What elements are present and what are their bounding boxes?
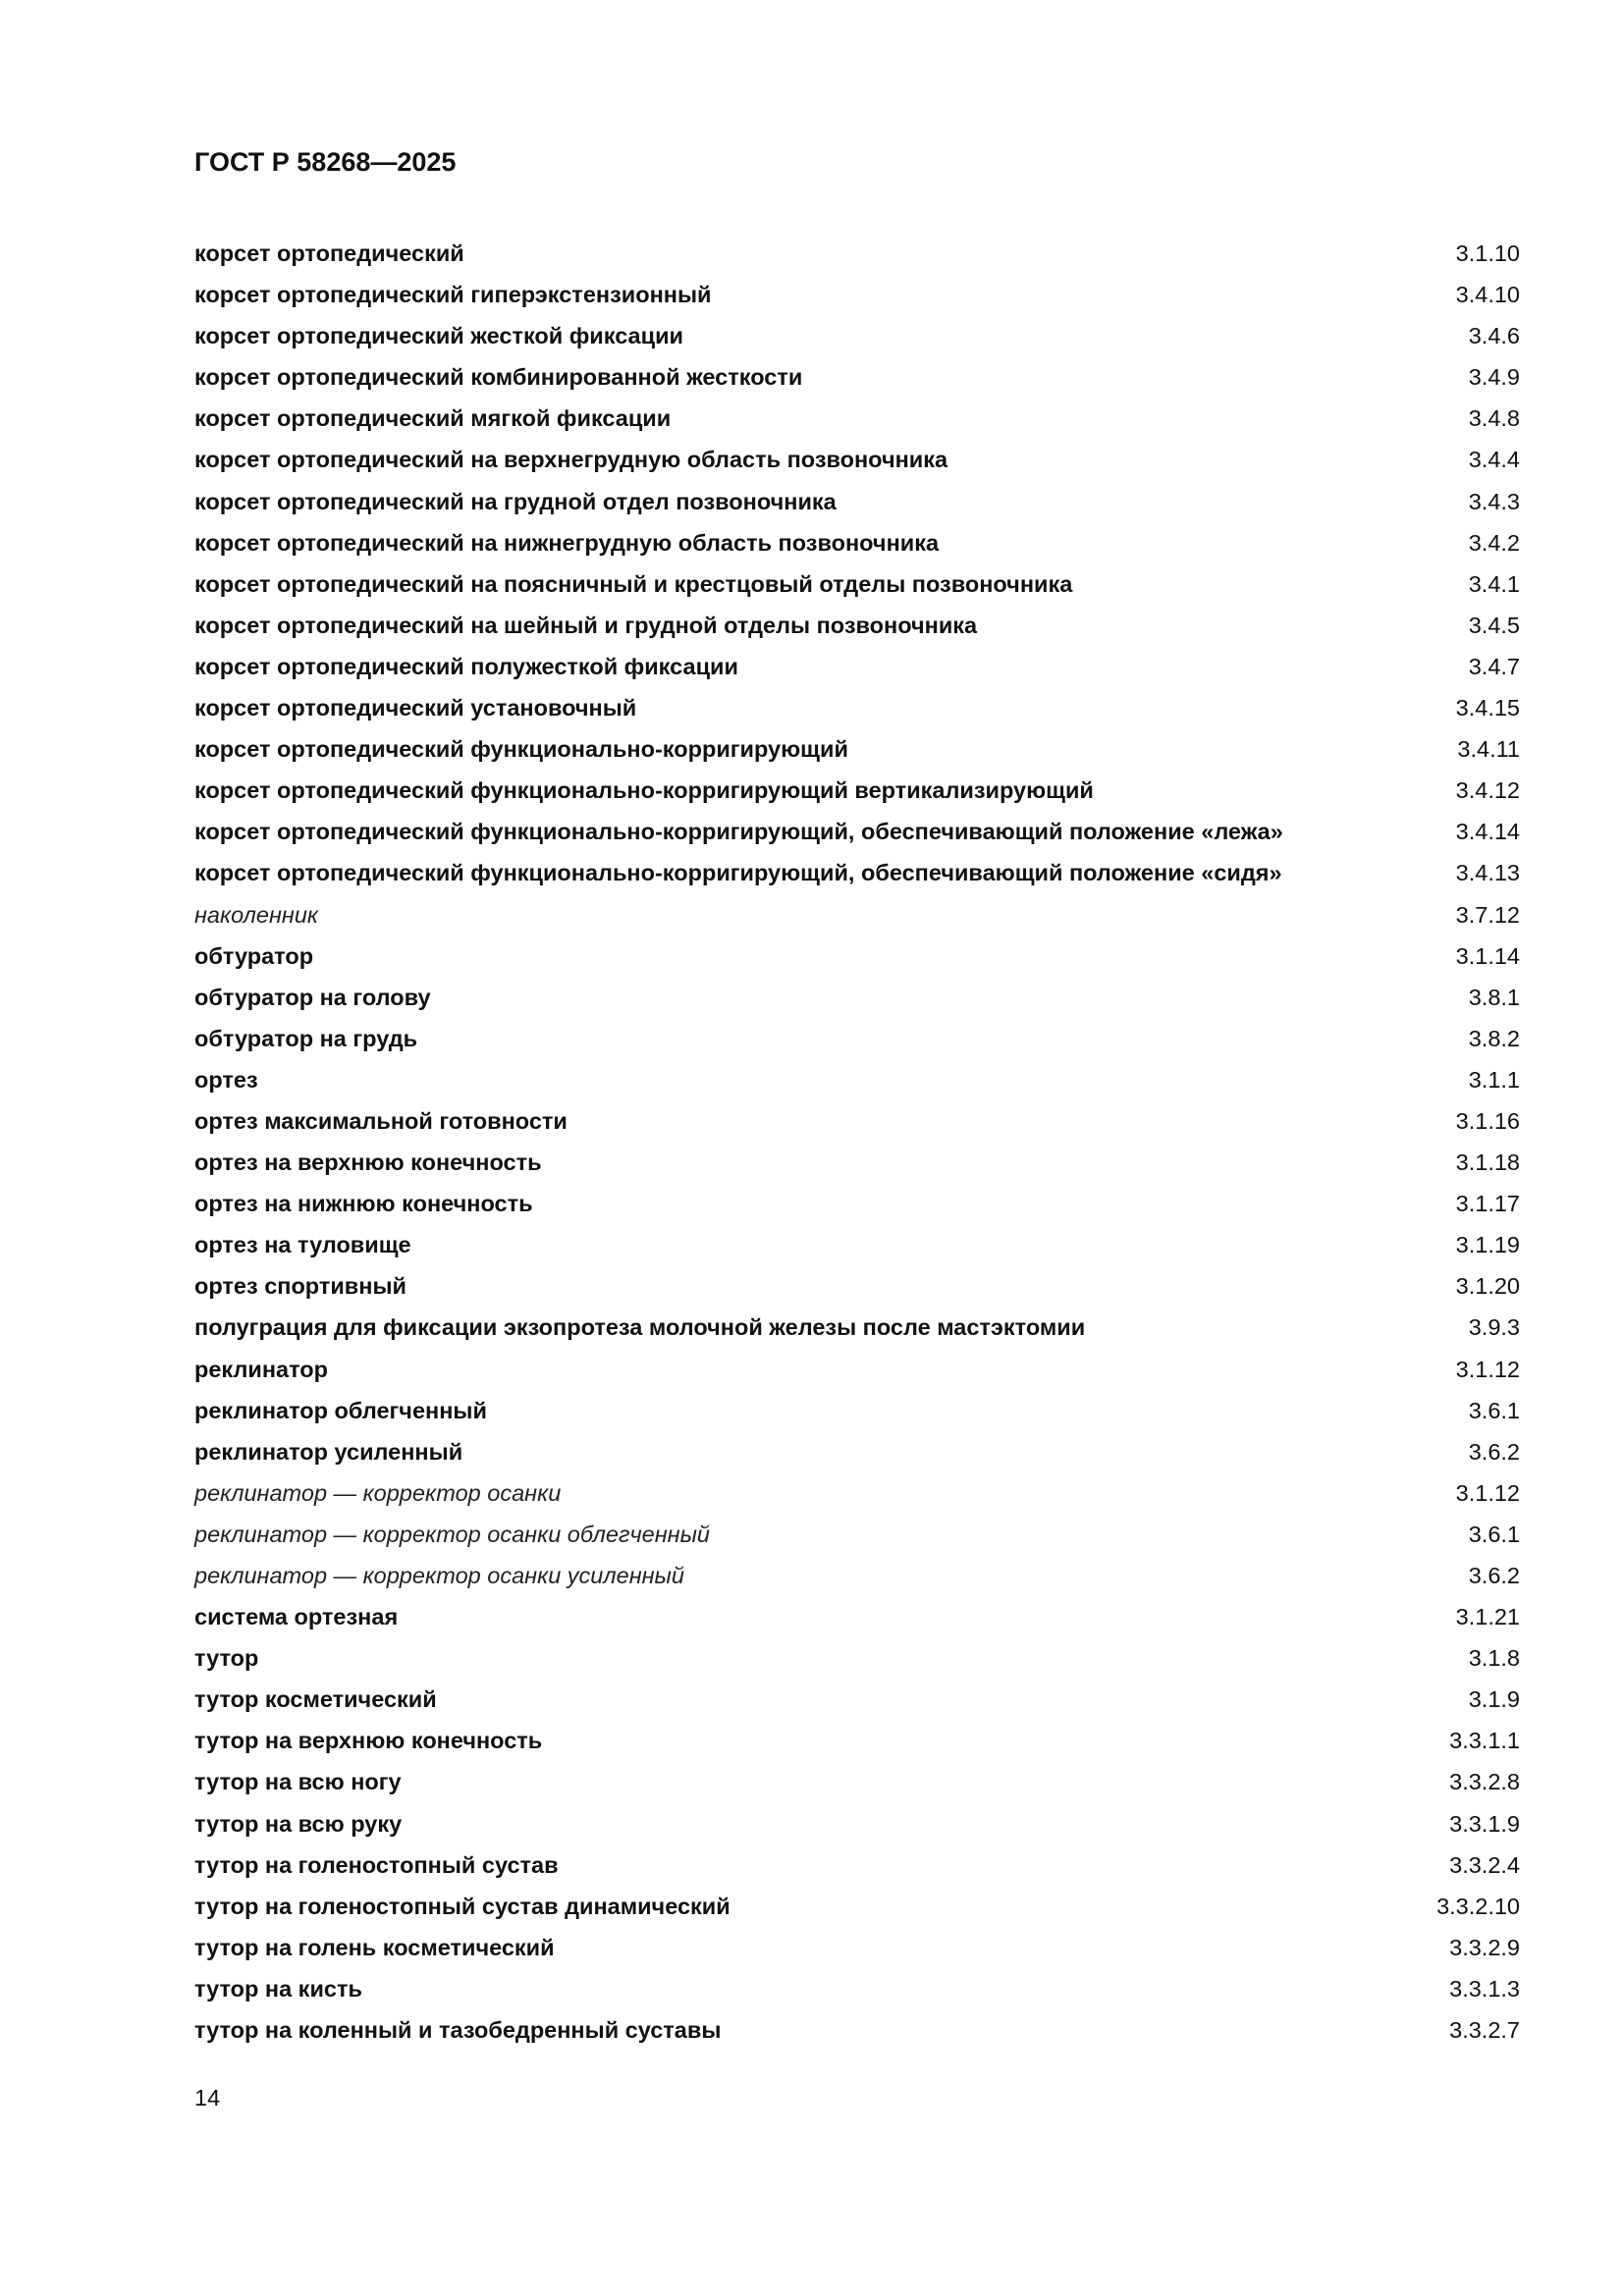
index-reference: 3.3.1.1 [1449, 1728, 1520, 1754]
index-term: корсет ортопедический на шейный и грудной отделы позвоночника [194, 612, 978, 638]
index-reference: 3.4.1 [1468, 570, 1520, 597]
index-term: реклинатор облегченный [194, 1397, 487, 1423]
index-reference: 3.6.1 [1468, 1521, 1520, 1547]
index-reference: 3.1.9 [1468, 1686, 1520, 1713]
index-term: ортез максимальной готовности [194, 1107, 568, 1134]
index-term: корсет ортопедический жесткой фиксации [194, 323, 683, 349]
index-entry [194, 1229, 1520, 1270]
index-reference: 3.1.21 [1455, 1604, 1520, 1630]
index-term: корсет ортопедический на грудной отдел позвоночника [194, 488, 837, 514]
index-term: корсет ортопедический функционально-корригирующий [194, 736, 848, 763]
index-term: ортез на туловище [194, 1232, 411, 1258]
index-reference: 3.1.12 [1455, 1356, 1520, 1382]
index-reference: 3.4.14 [1455, 819, 1520, 845]
index-entry [194, 1601, 1520, 1642]
index-term: корсет ортопедический [194, 240, 464, 266]
index-term: тутор на голеностопный сустав [194, 1851, 559, 1878]
index-entry [194, 733, 1520, 774]
index-term: реклинатор [194, 1356, 329, 1382]
index-entry [194, 527, 1520, 568]
index-entry [194, 1436, 1520, 1477]
index-entry [194, 320, 1520, 361]
index-term: корсет ортопедический функционально-корригирующий, обеспечивающий положение «лежа» [194, 819, 1283, 845]
index-reference: 3.4.9 [1468, 364, 1520, 391]
index-reference: 3.1.1 [1468, 1066, 1520, 1093]
index-term: тутор [194, 1645, 259, 1672]
document-header: ГОСТ Р 58268—2025 [194, 147, 457, 177]
index-reference: 3.3.2.7 [1449, 2017, 1520, 2044]
index-entry [194, 1105, 1520, 1147]
index-term: реклинатор усиленный [194, 1438, 463, 1465]
index-term: тутор на всю руку [194, 1810, 403, 1837]
index-reference: 3.1.20 [1455, 1273, 1520, 1300]
index-entry [194, 444, 1520, 485]
index-reference: 3.1.14 [1455, 942, 1520, 969]
index-term: ортез [194, 1066, 258, 1093]
index-reference: 3.4.15 [1455, 695, 1520, 721]
index-term: обтуратор на голову [194, 984, 431, 1010]
index-reference: 3.4.13 [1455, 860, 1520, 886]
index-reference: 3.1.10 [1455, 240, 1520, 266]
index-entry [194, 402, 1520, 444]
index-entry [194, 1725, 1520, 1766]
index-reference: 3.4.2 [1468, 529, 1520, 556]
index-reference: 3.8.2 [1468, 1025, 1520, 1051]
index-term: корсет ортопедический функционально-корригирующий, обеспечивающий положение «сидя» [194, 860, 1282, 886]
index-entry [194, 1354, 1520, 1395]
index-term: корсет ортопедический на нижнегрудную область позвоночника [194, 529, 940, 556]
index-term: реклинатор — корректор осанки облегченный [194, 1521, 710, 1547]
page-number: 14 [194, 2085, 221, 2110]
index-entry [194, 361, 1520, 402]
index-reference: 3.4.5 [1468, 612, 1520, 638]
index-entry [194, 774, 1520, 816]
index-entry [194, 568, 1520, 610]
index-entry [194, 1973, 1520, 2014]
index-term: реклинатор — корректор осанки [194, 1479, 562, 1506]
index-entry [194, 857, 1520, 898]
index-entry [194, 1766, 1520, 1807]
index-reference: 3.4.4 [1468, 447, 1520, 473]
index-entry [194, 610, 1520, 651]
index-term: полуграция для фиксации экзопротеза молочной железы после мастэктомии [194, 1314, 1086, 1341]
index-reference: 3.6.1 [1468, 1397, 1520, 1423]
index-term: тутор на кисть [194, 1975, 362, 2002]
index-reference: 3.1.18 [1455, 1149, 1520, 1176]
index-entry [194, 1849, 1520, 1891]
index-reference: 3.1.12 [1455, 1479, 1520, 1506]
index-entry [194, 1932, 1520, 1973]
index-term: тутор на голень косметический [194, 1934, 555, 1960]
index-term: тутор на коленный и тазобедренный суставы [194, 2017, 722, 2044]
index-reference: 3.1.17 [1455, 1191, 1520, 1217]
index-entry [194, 1023, 1520, 1064]
index-entry [194, 1311, 1520, 1353]
index-term: тутор на верхнюю конечность [194, 1728, 543, 1754]
index-reference: 3.7.12 [1455, 901, 1520, 928]
index-entry [194, 1808, 1520, 1849]
index-reference: 3.1.8 [1468, 1645, 1520, 1672]
index-entry [194, 1891, 1520, 1932]
index-reference: 3.6.2 [1468, 1438, 1520, 1465]
index-reference: 3.3.2.4 [1449, 1851, 1520, 1878]
index-entry [194, 1519, 1520, 1560]
index-reference: 3.3.2.9 [1449, 1934, 1520, 1960]
index-reference: 3.4.11 [1457, 736, 1520, 763]
index-entry [194, 2014, 1520, 2056]
index-entry [194, 1642, 1520, 1683]
index-term: корсет ортопедический на верхнегрудную область позвоночника [194, 447, 948, 473]
index-term: обтуратор на грудь [194, 1025, 418, 1051]
index-entry [194, 238, 1520, 279]
index-entry [194, 692, 1520, 733]
index-term: тутор косметический [194, 1686, 437, 1713]
index-entry [194, 1560, 1520, 1601]
index-term: корсет ортопедический на поясничный и крестцовый отделы позвоночника [194, 570, 1073, 597]
index-reference: 3.4.6 [1468, 323, 1520, 349]
index-reference: 3.3.1.3 [1449, 1975, 1520, 2002]
index-reference: 3.8.1 [1468, 984, 1520, 1010]
index-term: тутор на всю ногу [194, 1769, 402, 1795]
index-term: корсет ортопедический гиперэкстензионный [194, 282, 712, 308]
index-entry [194, 1147, 1520, 1188]
index-entry [194, 1064, 1520, 1105]
index-reference: 3.4.12 [1455, 777, 1520, 804]
index-entry [194, 1683, 1520, 1725]
index-term: реклинатор — корректор осанки усиленный [194, 1563, 684, 1588]
index-entry [194, 1477, 1520, 1519]
index-term: корсет ортопедический полужесткой фиксации [194, 653, 738, 679]
index-entry [194, 982, 1520, 1023]
index-entry [194, 899, 1520, 940]
index-entry [194, 816, 1520, 857]
index-term: корсет ортопедический функционально-корригирующий вертикализирующий [194, 777, 1094, 804]
index-term: система ортезная [194, 1604, 399, 1630]
index-term: тутор на голеностопный сустав динамический [194, 1893, 731, 1919]
index-entry [194, 940, 1520, 982]
index-term: корсет ортопедический мягкой фиксации [194, 405, 672, 432]
index-reference: 3.1.16 [1455, 1107, 1520, 1134]
index-reference: 3.4.8 [1468, 405, 1520, 432]
index-reference: 3.1.19 [1455, 1232, 1520, 1258]
index-entry [194, 486, 1520, 527]
index-entry [194, 1395, 1520, 1436]
index-entry [194, 651, 1520, 692]
index-reference: 3.6.2 [1468, 1563, 1520, 1588]
index-reference: 3.4.3 [1468, 488, 1520, 514]
index-entry [194, 279, 1520, 320]
index-entry [194, 1188, 1520, 1229]
index-term: ортез на верхнюю конечность [194, 1149, 542, 1176]
index-term: ортез на нижнюю конечность [194, 1191, 533, 1217]
index-term: наколенник [194, 901, 319, 928]
index-term: корсет ортопедический установочный [194, 695, 637, 721]
index-reference: 3.3.1.9 [1449, 1810, 1520, 1837]
index-term: корсет ортопедический комбинированной жесткости [194, 364, 803, 391]
index-reference: 3.9.3 [1468, 1314, 1520, 1341]
index-reference: 3.3.2.8 [1449, 1769, 1520, 1795]
index-reference: 3.3.2.10 [1436, 1893, 1520, 1919]
index-term: обтуратор [194, 942, 314, 969]
index-term: ортез спортивный [194, 1273, 406, 1300]
term-index-list [194, 238, 1520, 2056]
index-entry [194, 1270, 1520, 1311]
index-reference: 3.4.10 [1455, 282, 1520, 308]
index-reference: 3.4.7 [1468, 653, 1520, 679]
